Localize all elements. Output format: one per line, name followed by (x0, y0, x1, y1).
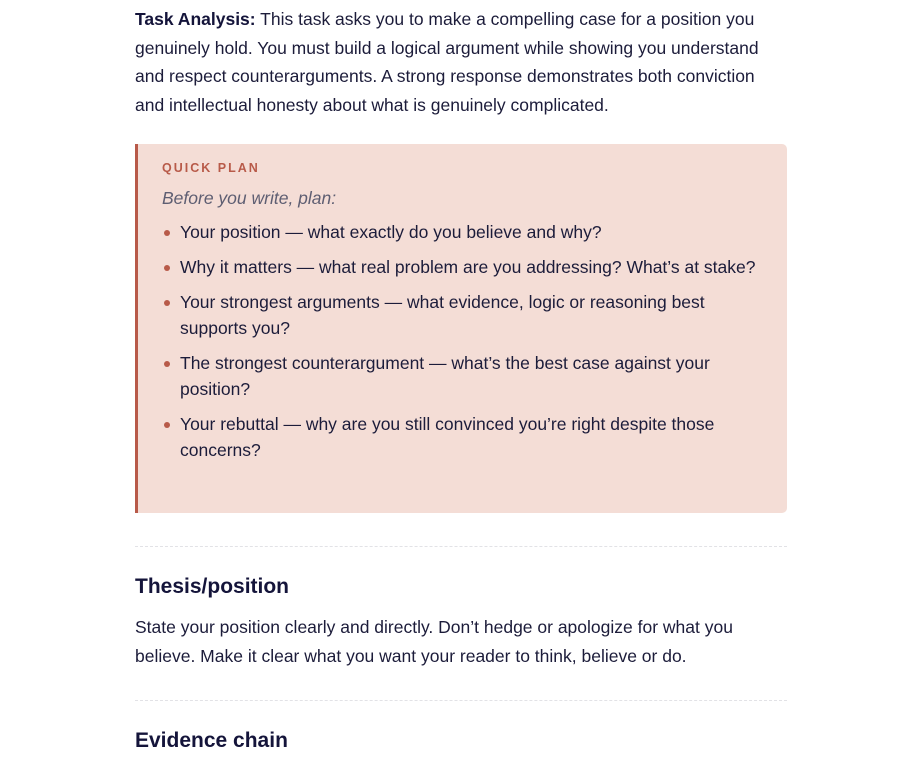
quick-plan-item-text: Your position — what exactly do you believe and why? (180, 222, 602, 242)
section-heading-evidence: Evidence chain (135, 729, 288, 752)
quick-plan-list (162, 219, 763, 463)
task-analysis-text: This task asks you to make a compelling case for a position you genuinely hold. You must build a logical argument while showing you understand and respect counterarguments. A strong response demonstrates both conviction and intellectual honesty about what is genuinely complicated. (135, 9, 759, 115)
section-divider (135, 546, 787, 547)
quick-plan-item (162, 350, 763, 402)
section-heading-thesis: Thesis/position (135, 575, 290, 598)
bullet-icon (164, 361, 170, 367)
quick-plan-subtitle: Before you write, plan: (162, 188, 337, 208)
quick-plan-item (162, 254, 763, 280)
quick-plan-item-text: Your rebuttal — why are you still convinced you’re right despite those concerns? (180, 414, 715, 460)
bullet-icon (164, 265, 170, 271)
quick-plan-item-text: Why it matters — what real problem are you addressing? What’s at stake? (180, 257, 756, 277)
quick-plan-title: QUICK PLAN (162, 161, 260, 175)
bullet-icon (164, 300, 170, 306)
quick-plan-item (162, 411, 763, 463)
task-analysis-label: Task Analysis: (135, 9, 256, 29)
quick-plan-callout (135, 144, 787, 513)
quick-plan-item (162, 219, 763, 245)
bullet-icon (164, 230, 170, 236)
task-analysis-paragraph (135, 5, 787, 119)
section-divider (135, 700, 787, 701)
quick-plan-item-text: Your strongest arguments — what evidence, logic or reasoning best supports you? (180, 292, 705, 338)
main-content (135, 5, 787, 753)
section-text-thesis: State your position clearly and directly. Don’t hedge or apologize for what you believe. Make it clear what you want your reader to think, believe or do. (135, 617, 733, 666)
bullet-icon (164, 422, 170, 428)
quick-plan-item-text: The strongest counterargument — what’s the best case against your position? (180, 353, 710, 399)
quick-plan-item (162, 289, 763, 341)
